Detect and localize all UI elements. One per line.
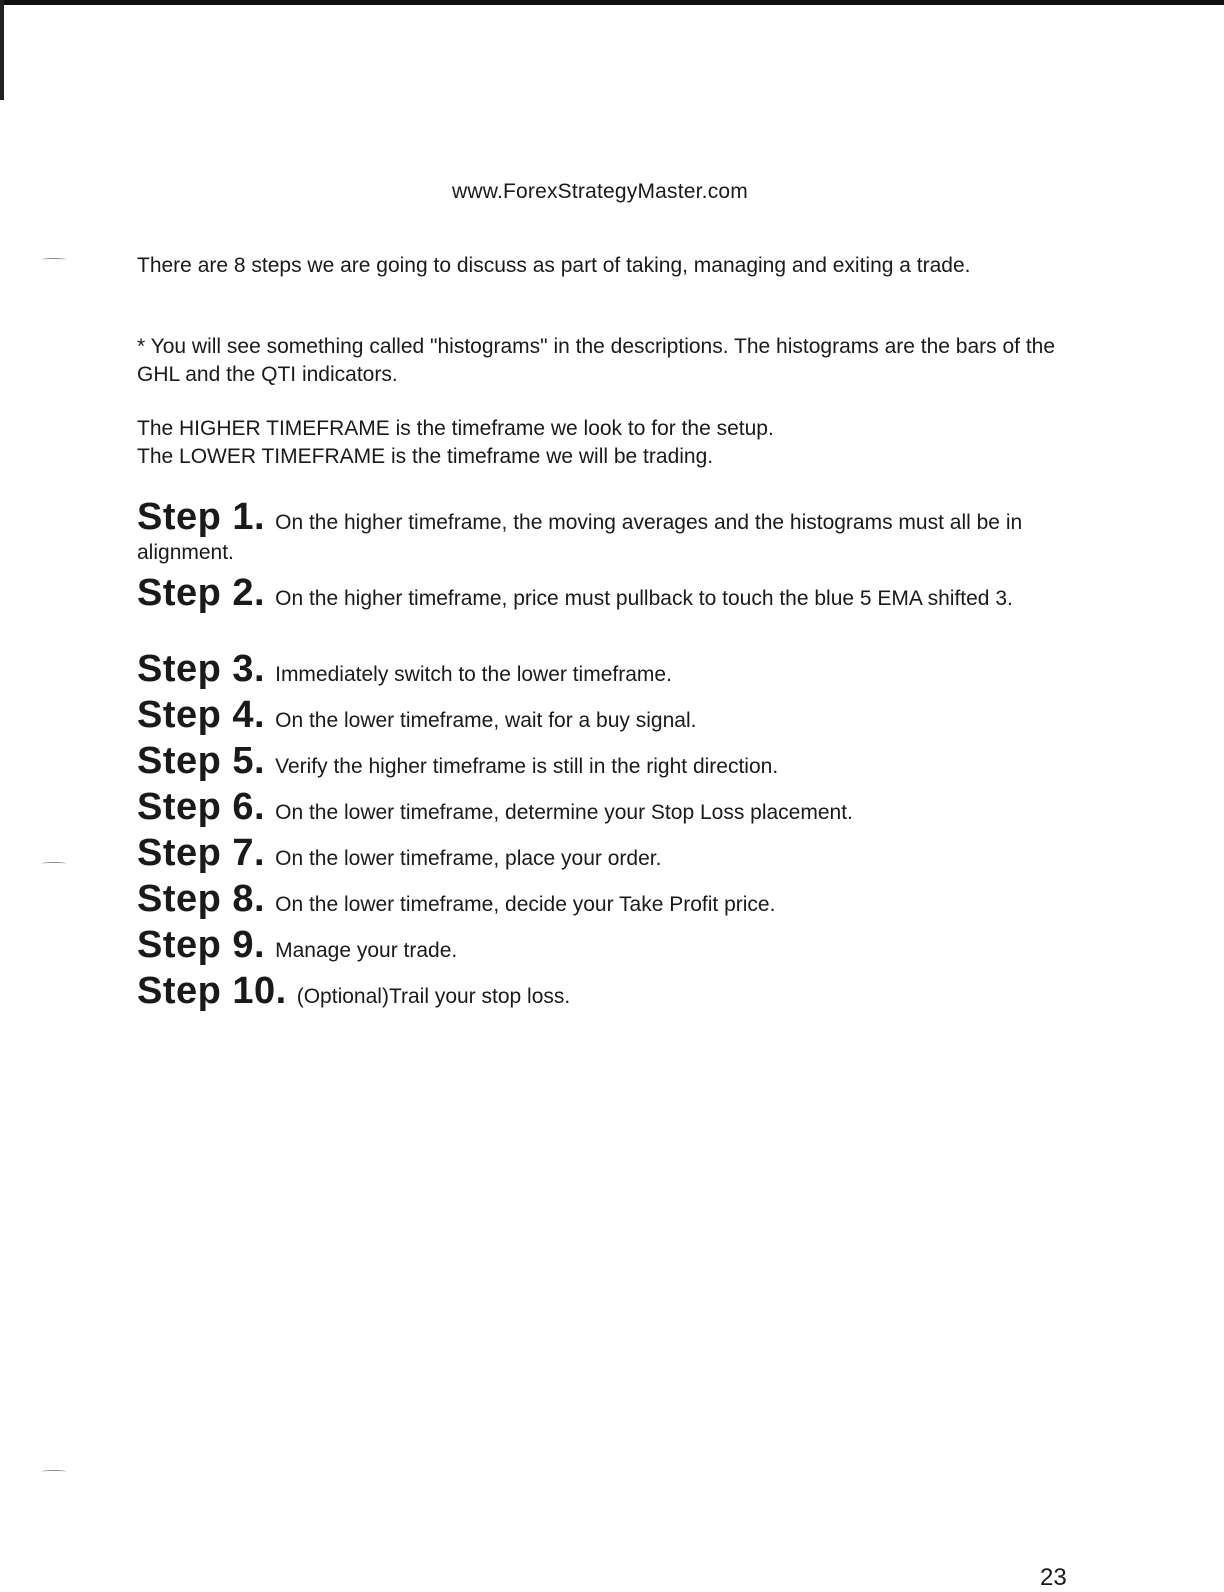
scan-mark (42, 862, 66, 865)
lower-timeframe-definition: The LOWER TIMEFRAME is the timeframe we will be trading. (137, 445, 714, 468)
step-label: Step 3. (137, 648, 266, 690)
step-text: On the lower timeframe, decide your Take Profit price. (275, 893, 776, 916)
step-item (137, 742, 1097, 788)
step-item (137, 926, 1097, 972)
site-url-header: www.ForexStrategyMaster.com (452, 180, 748, 203)
step-item (137, 650, 1097, 696)
step-label: Step 10. (137, 970, 287, 1012)
step-label: Step 4. (137, 694, 266, 736)
step-label: Step 7. (137, 832, 266, 874)
step-item (137, 498, 1097, 574)
step-item (137, 880, 1097, 926)
step-text: On the lower timeframe, wait for a buy signal. (275, 709, 697, 732)
scan-mark (42, 1470, 66, 1473)
step-text: On the higher timeframe, the moving averages and the histograms must all be in alignment. (137, 511, 1023, 564)
step-text: On the lower timeframe, determine your Stop Loss placement. (275, 801, 853, 824)
intro-paragraph: There are 8 steps we are going to discuss as part of taking, managing and exiting a trade. (137, 254, 971, 277)
scan-top-border (0, 0, 1224, 5)
step-label: Step 6. (137, 786, 266, 828)
step-item (137, 834, 1097, 880)
higher-timeframe-definition: The HIGHER TIMEFRAME is the timeframe we look to for the setup. (137, 417, 774, 440)
scan-left-edge (0, 0, 4, 100)
scan-mark (42, 258, 66, 261)
step-label: Step 1. (137, 496, 266, 538)
step-text: Immediately switch to the lower timeframe. (275, 663, 672, 686)
step-text: On the lower timeframe, place your order. (275, 847, 662, 870)
steps-list (137, 498, 1097, 1018)
histograms-note: * You will see something called "histograms" in the descriptions. The histograms are the bars of the GHL and the QTI indicators. (137, 335, 1056, 386)
step-label: Step 2. (137, 572, 266, 614)
step-item (137, 972, 1097, 1018)
step-label: Step 5. (137, 740, 266, 782)
step-text: On the higher timeframe, price must pullback to touch the blue 5 EMA shifted 3. (275, 587, 1013, 610)
step-label: Step 9. (137, 924, 266, 966)
step-text: (Optional)Trail your stop loss. (296, 985, 571, 1008)
step-item (137, 574, 1097, 650)
step-item (137, 696, 1097, 742)
step-text: Verify the higher timeframe is still in the right direction. (275, 755, 779, 778)
page-number: 23 (1040, 1564, 1067, 1591)
step-item (137, 788, 1097, 834)
step-text: Manage your trade. (275, 939, 458, 962)
step-label: Step 8. (137, 878, 266, 920)
